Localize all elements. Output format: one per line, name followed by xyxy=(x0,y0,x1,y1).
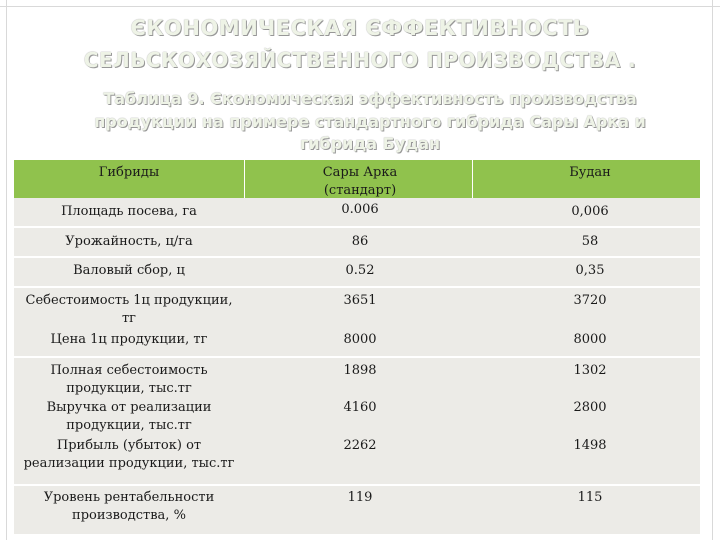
header-divider-1 xyxy=(244,160,245,198)
row-divider xyxy=(14,484,700,486)
cell-budan: 2800 xyxy=(573,400,607,415)
row-label: Урожайность, ц/га xyxy=(65,234,193,249)
cell-sary-arka: 8000 xyxy=(343,332,377,347)
cell-sary-arka: 3651 xyxy=(343,293,377,308)
header-hybrids: Гибриды xyxy=(98,165,160,180)
row-label: производства, % xyxy=(72,508,186,523)
cell-budan: 1498 xyxy=(573,438,607,453)
cell-budan: 0,006 xyxy=(571,204,609,219)
cell-budan: 3720 xyxy=(573,293,607,308)
row-divider xyxy=(14,286,700,288)
header-sary-arka: Сары Арка xyxy=(322,165,398,180)
row-divider xyxy=(14,226,700,228)
cell-sary-arka: 1898 xyxy=(343,363,377,378)
cell-budan: 115 xyxy=(577,490,603,505)
slide-title-line-1: ЄКОНОМИЧЕСКАЯ ЄФФЕКТИВНОСТЬ xyxy=(130,16,590,40)
frame-line-right xyxy=(712,0,713,540)
cell-sary-arka: 2262 xyxy=(343,438,377,453)
cell-sary-arka: 0.52 xyxy=(345,263,375,278)
row-divider xyxy=(14,356,700,358)
row-label: тг xyxy=(121,311,136,326)
table-caption-line-2: продукции на примере стандартного гибрида Сары Арка и xyxy=(94,112,646,131)
cell-budan: 58 xyxy=(581,234,599,249)
cell-budan: 1302 xyxy=(573,363,607,378)
row-label: Уровень рентабельности xyxy=(43,490,215,505)
row-label: Себестоимость 1ц продукции, xyxy=(25,293,233,308)
header-budan: Будан xyxy=(569,165,611,180)
table-caption-line-1: Таблица 9. Єкономическая эффективность производства xyxy=(103,89,637,108)
row-label: Прибыль (убыток) от xyxy=(56,438,202,453)
row-label: реализации продукции, тыс.тг xyxy=(23,456,235,471)
header-divider-2 xyxy=(472,160,473,198)
cell-sary-arka: 4160 xyxy=(343,400,377,415)
row-label: Выручка от реализации xyxy=(46,400,212,415)
cell-budan: 0,35 xyxy=(575,263,605,278)
frame-line-top xyxy=(0,6,720,7)
row-label: продукции, тыс.тг xyxy=(66,418,192,433)
row-label: Валовый сбор, ц xyxy=(73,263,185,278)
frame-line-left xyxy=(6,0,7,540)
row-label: Цена 1ц продукции, тг xyxy=(50,332,208,347)
header-sary-arka-standard: (стандарт) xyxy=(323,183,397,198)
row-label: Полная себестоимость xyxy=(50,363,208,378)
cell-sary-arka: 119 xyxy=(347,490,373,505)
row-label: продукции, тыс.тг xyxy=(66,381,192,396)
cell-sary-arka: 86 xyxy=(351,234,369,249)
cell-budan: 8000 xyxy=(573,332,607,347)
slide-title-line-2: СЕЛЬСКОХОЗЯЙСТВЕННОГО ПРОИЗВОДСТВА . xyxy=(83,48,637,72)
table-caption-line-3: гибрида Будан xyxy=(299,134,441,153)
row-label: Площадь посева, га xyxy=(61,204,197,219)
cell-sary-arka: 0.006 xyxy=(341,202,379,217)
row-divider xyxy=(14,256,700,258)
